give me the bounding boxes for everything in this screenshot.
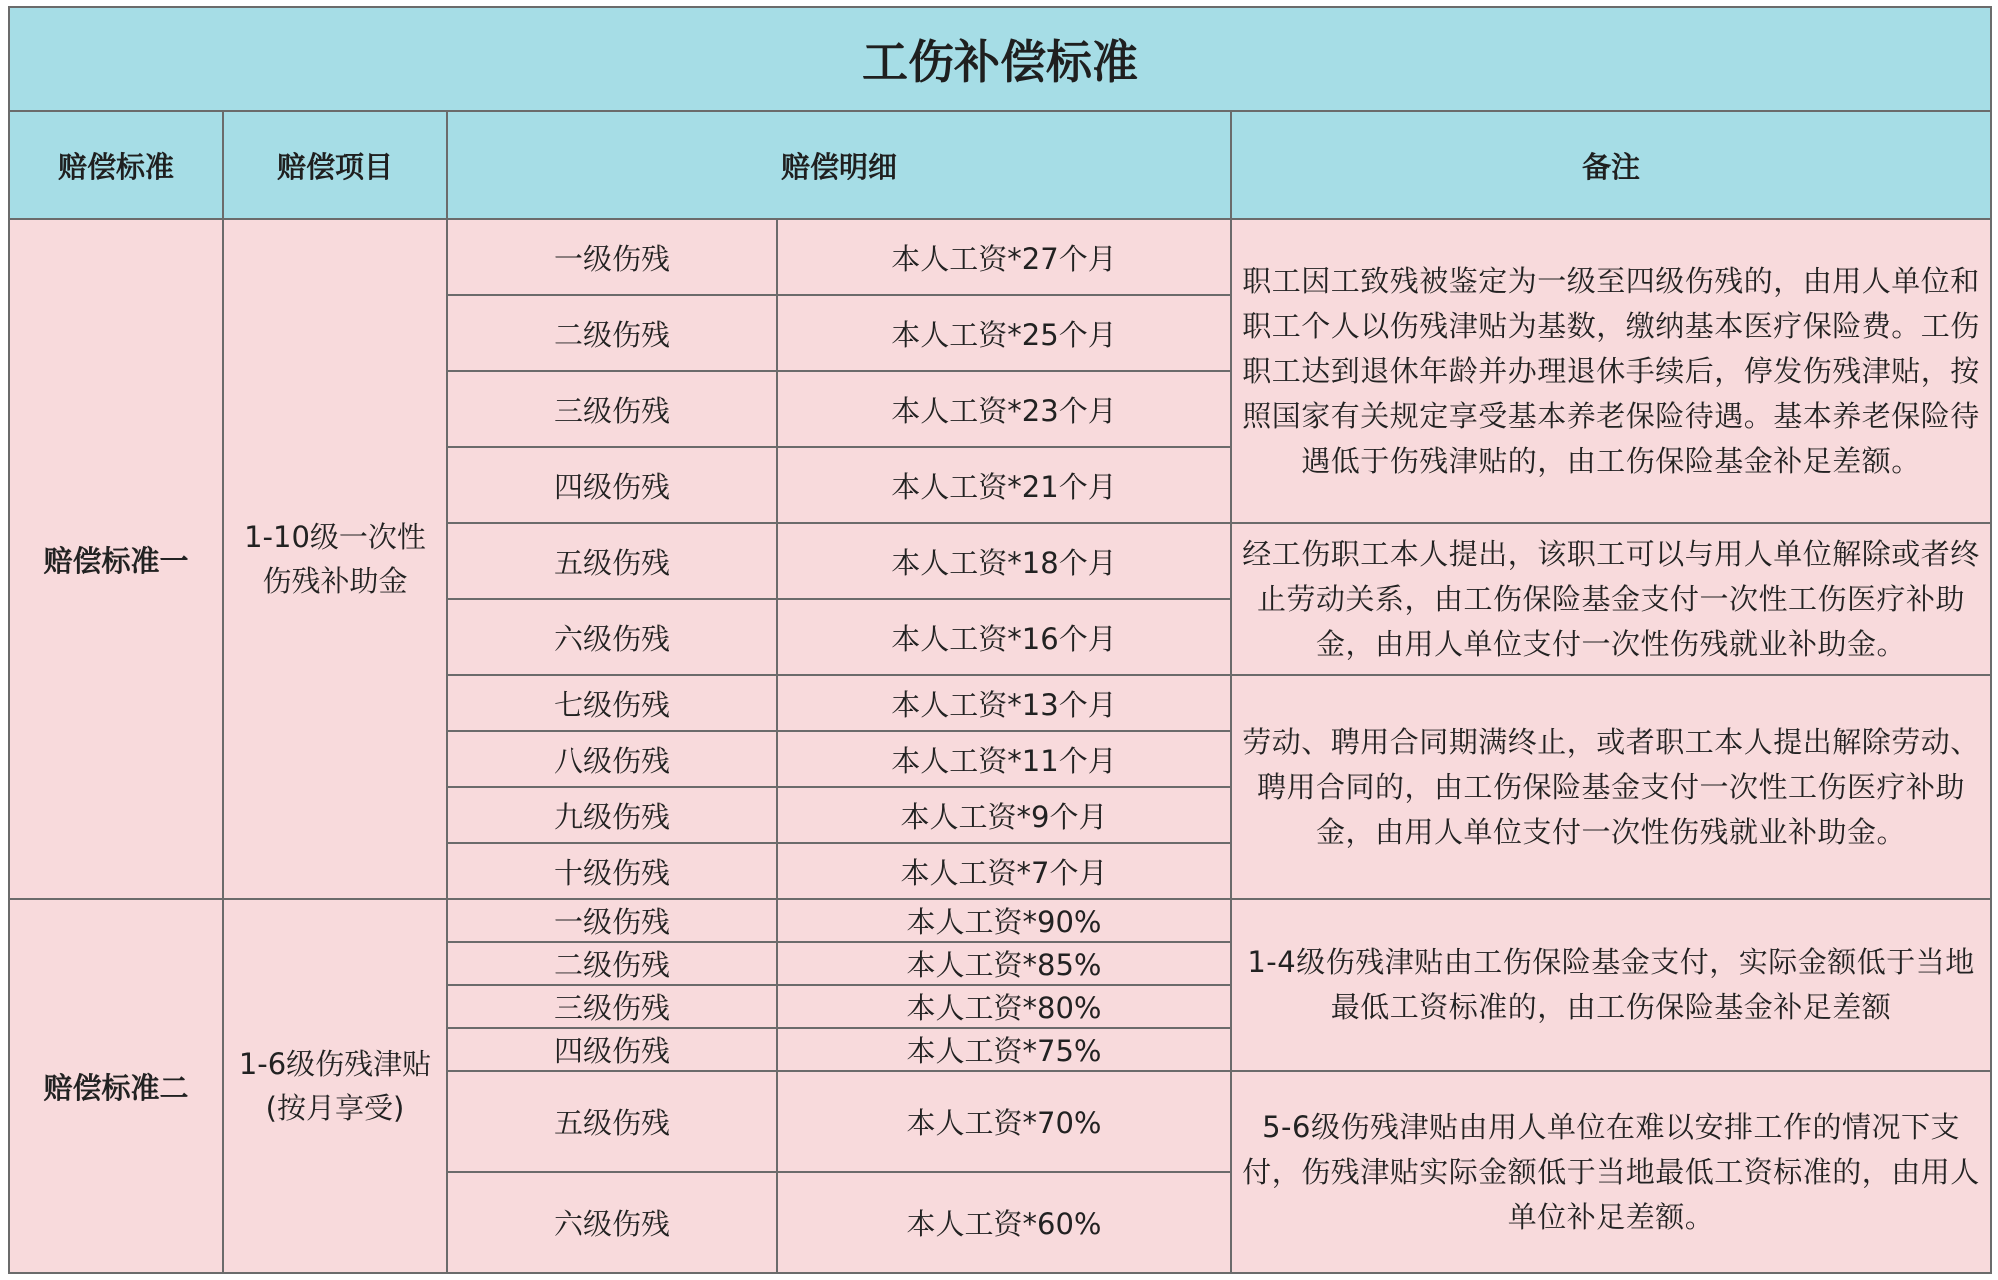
level-cell: 五级伤残 <box>447 523 777 599</box>
amount-cell: 本人工资*21个月 <box>777 447 1231 523</box>
level-cell: 四级伤残 <box>447 1028 777 1071</box>
amount-cell: 本人工资*7个月 <box>777 843 1231 899</box>
amount-cell: 本人工资*18个月 <box>777 523 1231 599</box>
compensation-table <box>8 6 1992 1274</box>
amount-cell: 本人工资*11个月 <box>777 731 1231 787</box>
note-cell-grades-1-4: 职工因工致残被鉴定为一级至四级伤残的，由用人单位和职工个人以伤残津贴为基数，缴纳基本医疗保险费。工伤职工达到退休年龄并办理退休手续后，停发伤残津贴，按照国家有关规定享受基本养老保险待遇。基本养老保险待遇低于伤残津贴的，由工伤保险基金补足差额。 <box>1231 219 1991 523</box>
amount-cell: 本人工资*85% <box>777 942 1231 985</box>
amount-cell: 本人工资*60% <box>777 1172 1231 1273</box>
table-title: 工伤补偿标准 <box>9 7 1991 111</box>
amount-cell: 本人工资*75% <box>777 1028 1231 1071</box>
level-cell: 二级伤残 <box>447 942 777 985</box>
level-cell: 一级伤残 <box>447 219 777 295</box>
table-row <box>9 899 1991 942</box>
header-detail: 赔偿明细 <box>447 111 1231 219</box>
level-cell: 一级伤残 <box>447 899 777 942</box>
header-item: 赔偿项目 <box>223 111 447 219</box>
level-cell: 八级伤残 <box>447 731 777 787</box>
item-allowance-line2: (按月享受) <box>265 1091 405 1125</box>
item-lump-sum-cell <box>223 219 447 899</box>
amount-cell: 本人工资*23个月 <box>777 371 1231 447</box>
amount-cell: 本人工资*90% <box>777 899 1231 942</box>
level-cell: 六级伤残 <box>447 599 777 675</box>
level-cell: 十级伤残 <box>447 843 777 899</box>
item-allowance-line1: 1-6级伤残津贴 <box>238 1047 432 1081</box>
amount-cell: 本人工资*25个月 <box>777 295 1231 371</box>
table-row <box>9 219 1991 295</box>
amount-cell: 本人工资*70% <box>777 1071 1231 1172</box>
level-cell: 七级伤残 <box>447 675 777 731</box>
note-cell-allowance-1-4: 1-4级伤残津贴由工伤保险基金支付，实际金额低于当地最低工资标准的，由工伤保险基金补足差额 <box>1231 899 1991 1071</box>
level-cell: 九级伤残 <box>447 787 777 843</box>
level-cell: 二级伤残 <box>447 295 777 371</box>
item-lump-sum-line2: 伤残补助金 <box>262 564 408 598</box>
level-cell: 三级伤残 <box>447 985 777 1028</box>
note-cell-grades-7-10: 劳动、聘用合同期满终止，或者职工本人提出解除劳动、聘用合同的，由工伤保险基金支付一次性工伤医疗补助金，由用人单位支付一次性伤残就业补助金。 <box>1231 675 1991 899</box>
note-cell-grades-5-6: 经工伤职工本人提出，该职工可以与用人单位解除或者终止劳动关系，由工伤保险基金支付一次性工伤医疗补助金，由用人单位支付一次性伤残就业补助金。 <box>1231 523 1991 675</box>
level-cell: 四级伤残 <box>447 447 777 523</box>
amount-cell: 本人工资*80% <box>777 985 1231 1028</box>
standard-two-cell: 赔偿标准二 <box>9 899 223 1273</box>
level-cell: 六级伤残 <box>447 1172 777 1273</box>
header-note: 备注 <box>1231 111 1991 219</box>
note-cell-allowance-5-6: 5-6级伤残津贴由用人单位在难以安排工作的情况下支付，伤残津贴实际金额低于当地最低工资标准的，由用人单位补足差额。 <box>1231 1071 1991 1273</box>
level-cell: 五级伤残 <box>447 1071 777 1172</box>
item-lump-sum-line1: 1-10级一次性 <box>244 520 426 554</box>
header-standard: 赔偿标准 <box>9 111 223 219</box>
amount-cell: 本人工资*16个月 <box>777 599 1231 675</box>
amount-cell: 本人工资*13个月 <box>777 675 1231 731</box>
standard-one-cell: 赔偿标准一 <box>9 219 223 899</box>
item-allowance-cell <box>223 899 447 1273</box>
amount-cell: 本人工资*27个月 <box>777 219 1231 295</box>
level-cell: 三级伤残 <box>447 371 777 447</box>
amount-cell: 本人工资*9个月 <box>777 787 1231 843</box>
compensation-table-wrapper <box>8 6 1990 1274</box>
